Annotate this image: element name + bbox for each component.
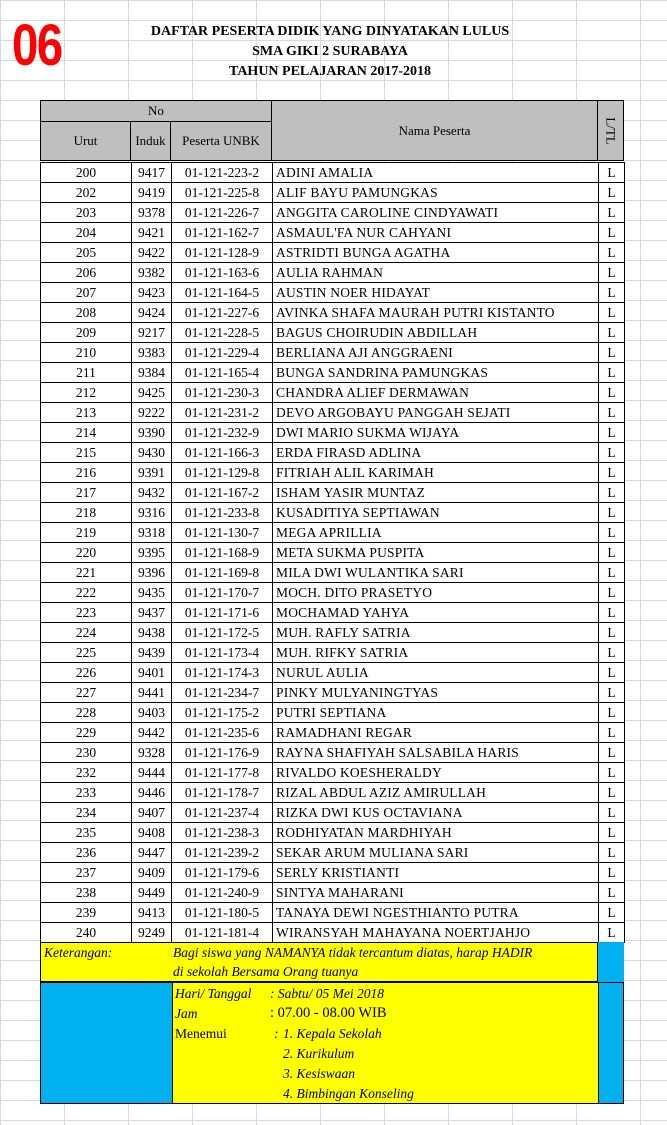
row-urut: 240 [41, 923, 132, 943]
row-urut: 239 [41, 903, 132, 923]
header-status [597, 100, 624, 161]
row-peserta-unbk: 01-121-235-6 [172, 723, 273, 743]
table-row [41, 523, 625, 543]
table-row [41, 283, 625, 303]
row-status: L [599, 483, 625, 503]
row-peserta-unbk: 01-121-170-7 [172, 583, 273, 603]
row-peserta-unbk: 01-121-229-4 [172, 343, 273, 363]
row-induk: 9382 [132, 263, 172, 283]
row-urut: 225 [41, 643, 132, 663]
row-induk: 9408 [132, 823, 172, 843]
row-urut: 213 [41, 403, 132, 423]
table-row [41, 643, 625, 663]
row-nama: META SUKMA PUSPITA [273, 543, 599, 563]
keterangan-line-1: Bagi siswa yang NAMANYA tidak tercantum diatas, harap HADIR [173, 945, 533, 960]
row-peserta-unbk: 01-121-163-6 [172, 263, 273, 283]
row-urut: 224 [41, 623, 132, 643]
row-peserta-unbk: 01-121-167-2 [172, 483, 273, 503]
row-status: L [599, 763, 625, 783]
row-nama: MOCHAMAD YAHYA [273, 603, 599, 623]
row-peserta-unbk: 01-121-175-2 [172, 703, 273, 723]
row-urut: 230 [41, 743, 132, 763]
table-row [41, 783, 625, 803]
row-induk: 9430 [132, 443, 172, 463]
row-urut: 235 [41, 823, 132, 843]
row-peserta-unbk: 01-121-181-4 [172, 923, 273, 943]
row-nama: AVINKA SHAFA MAURAH PUTRI KISTANTO [273, 303, 599, 323]
row-urut: 226 [41, 663, 132, 683]
table-row [41, 423, 625, 443]
row-induk: 9390 [132, 423, 172, 443]
row-induk: 9447 [132, 843, 172, 863]
row-peserta-unbk: 01-121-165-4 [172, 363, 273, 383]
row-induk: 9328 [132, 743, 172, 763]
row-status: L [599, 543, 625, 563]
row-peserta-unbk: 01-121-178-7 [172, 783, 273, 803]
row-nama: ADINI AMALIA [273, 163, 599, 183]
row-status: L [599, 243, 625, 263]
row-nama: BUNGA SANDRINA PAMUNGKAS [273, 363, 599, 383]
header-status-label: L/TL [603, 116, 619, 145]
row-nama: NURUL AULIA [273, 663, 599, 683]
row-induk: 9441 [132, 683, 172, 703]
table-row [41, 703, 625, 723]
table-row [41, 223, 625, 243]
row-status: L [599, 403, 625, 423]
table-row [41, 443, 625, 463]
row-nama: MUH. RIFKY SATRIA [273, 643, 599, 663]
row-peserta-unbk: 01-121-179-6 [172, 863, 273, 883]
row-urut: 212 [41, 383, 132, 403]
row-nama: RAMADHANI REGAR [273, 723, 599, 743]
row-status: L [599, 203, 625, 223]
table-row [41, 543, 625, 563]
row-peserta-unbk: 01-121-223-2 [172, 163, 273, 183]
title-line-1: DAFTAR PESERTA DIDIK YANG DINYATAKAN LULUS [150, 24, 510, 39]
header-induk: Induk [130, 121, 171, 161]
row-urut: 209 [41, 323, 132, 343]
row-nama: ISHAM YASIR MUNTAZ [273, 483, 599, 503]
table-row [41, 303, 625, 323]
header-no: No [40, 100, 272, 122]
row-status: L [599, 823, 625, 843]
row-status: L [599, 863, 625, 883]
row-urut: 205 [41, 243, 132, 263]
table-row [41, 383, 625, 403]
row-urut: 221 [41, 563, 132, 583]
row-nama: ASMAUL'FA NUR CAHYANI [273, 223, 599, 243]
row-nama: PUTRI SEPTIANA [273, 703, 599, 723]
row-status: L [599, 163, 625, 183]
row-nama: DEVO ARGOBAYU PANGGAH SEJATI [273, 403, 599, 423]
table-row [41, 743, 625, 763]
row-peserta-unbk: 01-121-232-9 [172, 423, 273, 443]
row-nama: ERDA FIRASD ADLINA [273, 443, 599, 463]
row-induk: 9396 [132, 563, 172, 583]
row-induk: 9438 [132, 623, 172, 643]
row-peserta-unbk: 01-121-166-3 [172, 443, 273, 463]
row-status: L [599, 223, 625, 243]
row-induk: 9435 [132, 583, 172, 603]
row-urut: 232 [41, 763, 132, 783]
row-nama: BERLIANA AJI ANGGRAENI [273, 343, 599, 363]
table-row [41, 583, 625, 603]
row-nama: MUH. RAFLY SATRIA [273, 623, 599, 643]
row-peserta-unbk: 01-121-180-5 [172, 903, 273, 923]
row-nama: PINKY MULYANINGTYAS [273, 683, 599, 703]
table-row [41, 563, 625, 583]
row-induk: 9422 [132, 243, 172, 263]
row-peserta-unbk: 01-121-169-8 [172, 563, 273, 583]
hari-label: Hari/ Tanggal [175, 986, 252, 1001]
row-peserta-unbk: 01-121-233-8 [172, 503, 273, 523]
sheet-number-badge: 06 [12, 13, 62, 78]
row-status: L [599, 283, 625, 303]
row-induk: 9407 [132, 803, 172, 823]
row-status: L [599, 363, 625, 383]
row-nama: MILA DWI WULANTIKA SARI [273, 563, 599, 583]
row-peserta-unbk: 01-121-172-5 [172, 623, 273, 643]
row-peserta-unbk: 01-121-129-8 [172, 463, 273, 483]
row-induk: 9419 [132, 183, 172, 203]
menemui-item-4: 4. Bimbingan Konseling [283, 1086, 414, 1101]
table-row [41, 203, 625, 223]
title-line-3: TAHUN PELAJARAN 2017-2018 [229, 64, 431, 79]
table-row [41, 883, 625, 903]
row-induk: 9383 [132, 343, 172, 363]
row-peserta-unbk: 01-121-176-9 [172, 743, 273, 763]
row-urut: 207 [41, 283, 132, 303]
table-row [41, 463, 625, 483]
table-row [41, 243, 625, 263]
row-induk: 9432 [132, 483, 172, 503]
row-nama: ALIF BAYU PAMUNGKAS [273, 183, 599, 203]
row-induk: 9423 [132, 283, 172, 303]
row-peserta-unbk: 01-121-234-7 [172, 683, 273, 703]
row-urut: 233 [41, 783, 132, 803]
row-status: L [599, 783, 625, 803]
participants-table-body [41, 163, 625, 943]
row-peserta-unbk: 01-121-240-9 [172, 883, 273, 903]
row-status: L [599, 303, 625, 323]
row-nama: TANAYA DEWI NGESTHIANTO PUTRA [273, 903, 599, 923]
row-status: L [599, 263, 625, 283]
row-induk: 9439 [132, 643, 172, 663]
title-line-2: SMA GIKI 2 SURABAYA [252, 44, 408, 59]
row-nama: MOCH. DITO PRASETYO [273, 583, 599, 603]
row-urut: 204 [41, 223, 132, 243]
header-nama-peserta: Nama Peserta [271, 100, 598, 161]
row-induk: 9395 [132, 543, 172, 563]
table-row [41, 483, 625, 503]
row-status: L [599, 503, 625, 523]
row-induk: 9446 [132, 783, 172, 803]
row-urut: 227 [41, 683, 132, 703]
row-status: L [599, 923, 625, 943]
row-status: L [599, 803, 625, 823]
jam-value: : 07.00 - 08.00 WIB [270, 1005, 387, 1021]
row-status: L [599, 643, 625, 663]
row-peserta-unbk: 01-121-173-4 [172, 643, 273, 663]
row-peserta-unbk: 01-121-227-6 [172, 303, 273, 323]
header-peserta-unbk: Peserta UNBK [170, 121, 272, 161]
row-nama: AUSTIN NOER HIDAYAT [273, 283, 599, 303]
row-status: L [599, 443, 625, 463]
row-status: L [599, 563, 625, 583]
menemui-label: Menemui [175, 1026, 227, 1041]
row-urut: 220 [41, 543, 132, 563]
keterangan-line-2: di sekolah Bersama Orang tuanya [173, 964, 359, 979]
row-induk: 9318 [132, 523, 172, 543]
jam-label: Jam [175, 1006, 198, 1021]
row-urut: 208 [41, 303, 132, 323]
row-nama: SEKAR ARUM MULIANA SARI [273, 843, 599, 863]
table-row [41, 623, 625, 643]
row-status: L [599, 583, 625, 603]
row-status: L [599, 683, 625, 703]
row-nama: KUSADITIYA SEPTIAWAN [273, 503, 599, 523]
keterangan-right-cell [597, 942, 624, 982]
row-peserta-unbk: 01-121-228-5 [172, 323, 273, 343]
row-nama: BAGUS CHOIRUDIN ABDILLAH [273, 323, 599, 343]
table-row [41, 363, 625, 383]
keterangan-label: Keterangan: [44, 945, 113, 960]
row-peserta-unbk: 01-121-162-7 [172, 223, 273, 243]
row-nama: AULIA RAHMAN [273, 263, 599, 283]
row-peserta-unbk: 01-121-128-9 [172, 243, 273, 263]
table-row [41, 663, 625, 683]
participants-table [40, 162, 625, 943]
table-row [41, 803, 625, 823]
row-urut: 234 [41, 803, 132, 823]
row-peserta-unbk: 01-121-168-9 [172, 543, 273, 563]
row-peserta-unbk: 01-121-164-5 [172, 283, 273, 303]
schedule-box [40, 982, 624, 1104]
row-induk: 9378 [132, 203, 172, 223]
row-induk: 9424 [132, 303, 172, 323]
table-row [41, 343, 625, 363]
row-urut: 216 [41, 463, 132, 483]
row-urut: 211 [41, 363, 132, 383]
row-induk: 9449 [132, 883, 172, 903]
row-urut: 237 [41, 863, 132, 883]
row-urut: 229 [41, 723, 132, 743]
row-status: L [599, 523, 625, 543]
row-urut: 210 [41, 343, 132, 363]
row-induk: 9417 [132, 163, 172, 183]
table-row [41, 603, 625, 623]
row-induk: 9222 [132, 403, 172, 423]
row-urut: 238 [41, 883, 132, 903]
table-row [41, 863, 625, 883]
row-induk: 9442 [132, 723, 172, 743]
row-nama: MEGA APRILLIA [273, 523, 599, 543]
row-status: L [599, 463, 625, 483]
row-status: L [599, 623, 625, 643]
row-nama: ASTRIDTI BUNGA AGATHA [273, 243, 599, 263]
table-row [41, 843, 625, 863]
schedule-content [172, 983, 599, 1103]
document-title [60, 22, 600, 82]
table-row [41, 323, 625, 343]
table-row [41, 183, 625, 203]
row-urut: 203 [41, 203, 132, 223]
row-nama: SINTYA MAHARANI [273, 883, 599, 903]
row-urut: 206 [41, 263, 132, 283]
row-peserta-unbk: 01-121-230-3 [172, 383, 273, 403]
row-nama: CHANDRA ALIEF DERMAWAN [273, 383, 599, 403]
row-urut: 200 [41, 163, 132, 183]
row-nama: RIZKA DWI KUS OCTAVIANA [273, 803, 599, 823]
row-status: L [599, 423, 625, 443]
row-peserta-unbk: 01-121-239-2 [172, 843, 273, 863]
row-peserta-unbk: 01-121-177-8 [172, 763, 273, 783]
row-induk: 9391 [132, 463, 172, 483]
row-status: L [599, 663, 625, 683]
hari-value: : Sabtu/ 05 Mei 2018 [270, 986, 384, 1001]
row-peserta-unbk: 01-121-226-7 [172, 203, 273, 223]
row-status: L [599, 383, 625, 403]
row-status: L [599, 883, 625, 903]
row-urut: 219 [41, 523, 132, 543]
row-nama: WIRANSYAH MAHAYANA NOERTJAHJO [273, 923, 599, 943]
table-row [41, 683, 625, 703]
row-peserta-unbk: 01-121-231-2 [172, 403, 273, 423]
table-row [41, 903, 625, 923]
menemui-colon: : [274, 1026, 279, 1041]
table-row [41, 403, 625, 423]
row-induk: 9421 [132, 223, 172, 243]
table-row [41, 163, 625, 183]
row-peserta-unbk: 01-121-130-7 [172, 523, 273, 543]
table-row [41, 823, 625, 843]
row-status: L [599, 703, 625, 723]
row-nama: DWI MARIO SUKMA WIJAYA [273, 423, 599, 443]
menemui-item-2: 2. Kurikulum [283, 1046, 355, 1061]
row-induk: 9437 [132, 603, 172, 623]
row-nama: RAYNA SHAFIYAH SALSABILA HARIS [273, 743, 599, 763]
row-peserta-unbk: 01-121-171-6 [172, 603, 273, 623]
row-nama: FITRIAH ALIL KARIMAH [273, 463, 599, 483]
row-urut: 228 [41, 703, 132, 723]
row-nama: RODHIYATAN MARDHIYAH [273, 823, 599, 843]
row-status: L [599, 903, 625, 923]
menemui-item-1: 1. Kepala Sekolah [283, 1026, 382, 1041]
menemui-item-3: 3. Kesiswaan [283, 1066, 356, 1081]
table-row [41, 263, 625, 283]
row-induk: 9403 [132, 703, 172, 723]
row-urut: 215 [41, 443, 132, 463]
row-induk: 9217 [132, 323, 172, 343]
table-row [41, 763, 625, 783]
row-urut: 202 [41, 183, 132, 203]
row-status: L [599, 743, 625, 763]
row-status: L [599, 603, 625, 623]
row-nama: RIVALDO KOESHERALDY [273, 763, 599, 783]
row-nama: RIZAL ABDUL AZIZ AMIRULLAH [273, 783, 599, 803]
keterangan-box [40, 942, 624, 982]
row-urut: 217 [41, 483, 132, 503]
row-peserta-unbk: 01-121-174-3 [172, 663, 273, 683]
row-induk: 9316 [132, 503, 172, 523]
row-induk: 9444 [132, 763, 172, 783]
table-row [41, 503, 625, 523]
row-status: L [599, 323, 625, 343]
row-peserta-unbk: 01-121-225-8 [172, 183, 273, 203]
row-induk: 9249 [132, 923, 172, 943]
row-urut: 214 [41, 423, 132, 443]
row-induk: 9401 [132, 663, 172, 683]
row-status: L [599, 183, 625, 203]
row-status: L [599, 723, 625, 743]
row-nama: SERLY KRISTIANTI [273, 863, 599, 883]
row-induk: 9413 [132, 903, 172, 923]
table-row [41, 923, 625, 943]
row-induk: 9425 [132, 383, 172, 403]
row-peserta-unbk: 01-121-237-4 [172, 803, 273, 823]
header-urut: Urut [40, 121, 131, 161]
row-urut: 223 [41, 603, 132, 623]
row-induk: 9409 [132, 863, 172, 883]
row-status: L [599, 343, 625, 363]
row-peserta-unbk: 01-121-238-3 [172, 823, 273, 843]
row-urut: 218 [41, 503, 132, 523]
row-status: L [599, 843, 625, 863]
row-urut: 236 [41, 843, 132, 863]
row-induk: 9384 [132, 363, 172, 383]
row-urut: 222 [41, 583, 132, 603]
table-row [41, 723, 625, 743]
row-nama: ANGGITA CAROLINE CINDYAWATI [273, 203, 599, 223]
